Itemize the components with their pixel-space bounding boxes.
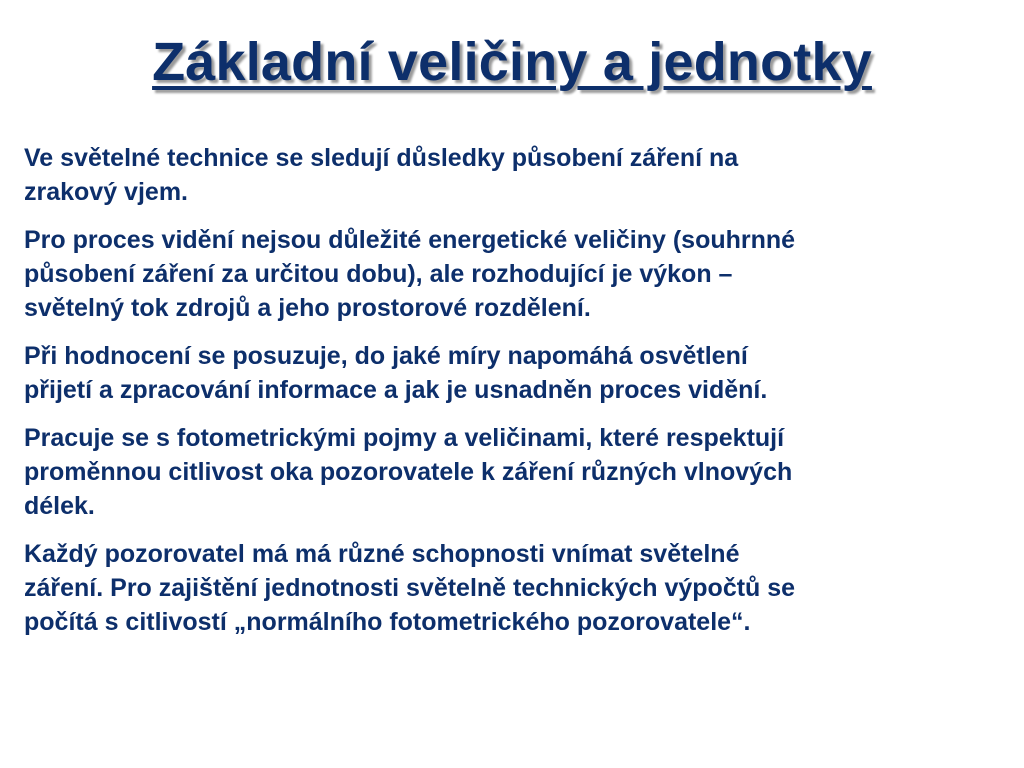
paragraph-line: proměnnou citlivost oka pozorovatele k záření různých vlnových <box>24 458 793 486</box>
paragraph-line: Pracuje se s fotometrickými pojmy a veličinami, které respektují <box>24 424 785 452</box>
paragraph-line: Při hodnocení se posuzuje, do jaké míry napomáhá osvětlení <box>24 342 748 370</box>
paragraph-4 <box>24 421 1004 523</box>
paragraph-line: délek. <box>24 492 95 520</box>
paragraph-line: světelný tok zdrojů a jeho prostorové rozdělení. <box>24 294 591 322</box>
paragraph-line: počítá s citlivostí „normálního fotometrického pozorovatele“. <box>24 608 751 636</box>
paragraph-5 <box>24 537 1004 639</box>
paragraph-2 <box>24 223 1004 325</box>
paragraph-3 <box>24 339 1004 407</box>
slide-title: Základní veličiny a jednotky <box>152 32 872 92</box>
paragraph-1 <box>24 141 1004 209</box>
slide-body <box>24 141 1004 653</box>
paragraph-line: Ve světelné technice se sledují důsledky působení záření na <box>24 144 739 172</box>
paragraph-line: Pro proces vidění nejsou důležité energetické veličiny (souhrnné <box>24 226 796 254</box>
paragraph-line: působení záření za určitou dobu), ale rozhodující je výkon – <box>24 260 733 288</box>
paragraph-line: záření. Pro zajištění jednotnosti světelně technických výpočtů se <box>24 574 796 602</box>
paragraph-line: zrakový vjem. <box>24 178 188 206</box>
paragraph-line: přijetí a zpracování informace a jak je usnadněn proces vidění. <box>24 376 768 404</box>
paragraph-line: Každý pozorovatel má má různé schopnosti vnímat světelné <box>24 540 740 568</box>
